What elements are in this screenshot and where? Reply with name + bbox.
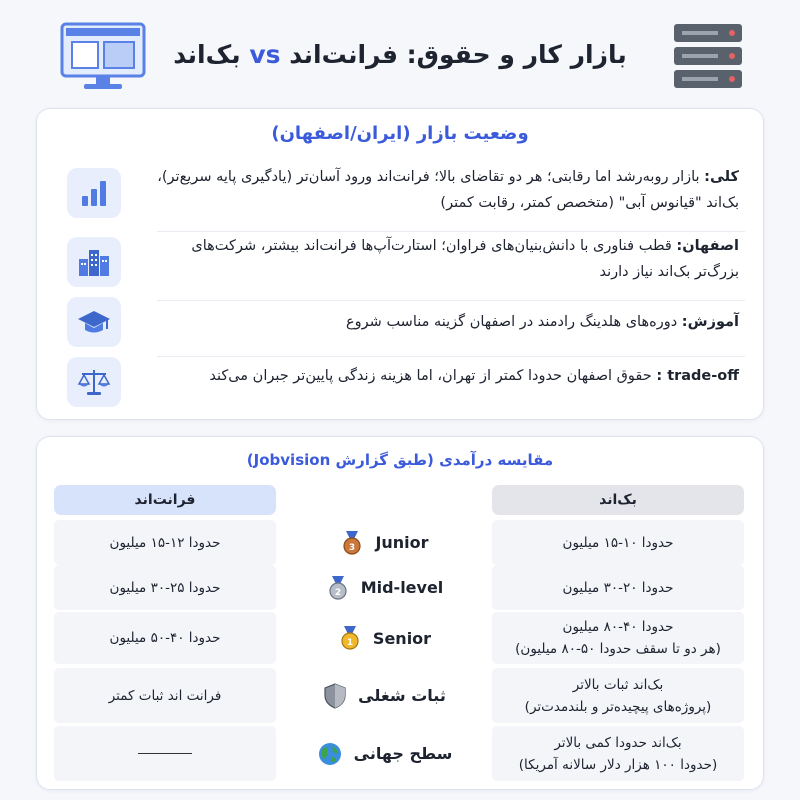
column-header-backend: بک‌اند (492, 485, 744, 515)
globe-icon (318, 742, 342, 766)
svg-text:2: 2 (334, 587, 341, 598)
level-junior: 3 Junior (290, 520, 480, 565)
market-row-general (57, 164, 745, 224)
backend-cell-junior: حدودا ۱۰-۱۵ میلیون (492, 520, 744, 565)
backend-cell-mid: حدودا ۲۰-۳۰ میلیون (492, 565, 744, 610)
shield-icon (324, 683, 346, 709)
silver-medal-icon (327, 576, 349, 600)
balance-scale-icon (67, 357, 121, 407)
market-status-card (36, 108, 764, 420)
server-icon (672, 22, 744, 90)
level-mid: 2 Mid-level (290, 565, 480, 610)
backend-cell-global: بک‌اند حدودا کمی بالاتر (حدودا ۱۰۰ هزار دلار سالانه آمریکا) (492, 726, 744, 781)
market-status-title: وضعیت بازار (ایران/اصفهان) (271, 123, 529, 144)
income-comparison-title: مقایسه درآمدی (طبق گزارش Jobvision) (246, 451, 554, 469)
column-header-frontend: فرانت‌اند (54, 485, 276, 515)
frontend-cell-senior: حدودا ۴۰-۵۰ میلیون (54, 612, 276, 664)
row-text: قطب فناوری با دانش‌بنیان‌های فراوان؛ استارت‌آپ‌ها فرانت‌اند بیشتر، شرکت‌های بزرگ‌تر بک‌اند نیاز دارند (191, 238, 739, 280)
level-senior: 1 Senior (290, 612, 480, 664)
backend-cell-senior: حدودا ۴۰-۸۰ میلیون (هر دو تا سقف حدودا ۵۰-۸۰ میلیون) (492, 612, 744, 664)
empty-dash (138, 753, 192, 754)
market-row-tradeoff (57, 363, 745, 419)
market-row-education (57, 309, 745, 349)
bronze-medal-icon (341, 531, 363, 555)
bar-chart-icon (67, 168, 121, 218)
row-label: کلی: (704, 169, 739, 185)
market-row-isfahan (57, 233, 745, 293)
frontend-cell-stability: فرانت اند ثبات کمتر (54, 668, 276, 723)
city-buildings-icon (67, 237, 121, 287)
frontend-cell-mid: حدودا ۲۵-۳۰ میلیون (54, 565, 276, 610)
frontend-cell-junior: حدودا ۱۲-۱۵ میلیون (54, 520, 276, 565)
page-title: بازار کار و حقوق: فرانت‌اند vs بک‌اند (173, 40, 627, 69)
frontend-cell-global (54, 726, 276, 781)
row-global-level: سطح جهانی (290, 726, 480, 781)
backend-cell-stability: بک‌اند ثبات بالاتر (پروژه‌های پیچیده‌تر و بلندمدت‌تر) (492, 668, 744, 723)
row-label: اصفهان: (676, 238, 739, 254)
row-text: حقوق اصفهان حدودا کمتر از تهران، اما هزینه زندگی پایین‌تر جبران می‌کند (209, 368, 657, 384)
row-text: دوره‌های هلدینگ رادمند در اصفهان گزینه مناسب شروع (346, 314, 682, 330)
header (0, 0, 800, 105)
gold-medal-icon (339, 626, 361, 650)
svg-text:3: 3 (349, 542, 356, 553)
row-label: trade-off : (656, 368, 739, 384)
graduation-cap-icon (67, 297, 121, 347)
row-text: بازار روبه‌رشد اما رقابتی؛ هر دو تقاضای بالا؛ فرانت‌اند ورود آسان‌تر (یادگیری پایه سریع‌تر)، بک‌اند "قیانوس آبی" (متخصص کمتر، رقابت کمتر) (157, 169, 739, 211)
row-job-stability: ثبات شغلی (290, 668, 480, 723)
svg-text:1: 1 (346, 638, 354, 648)
monitor-icon (60, 22, 146, 92)
row-label: آموزش: (681, 314, 739, 330)
